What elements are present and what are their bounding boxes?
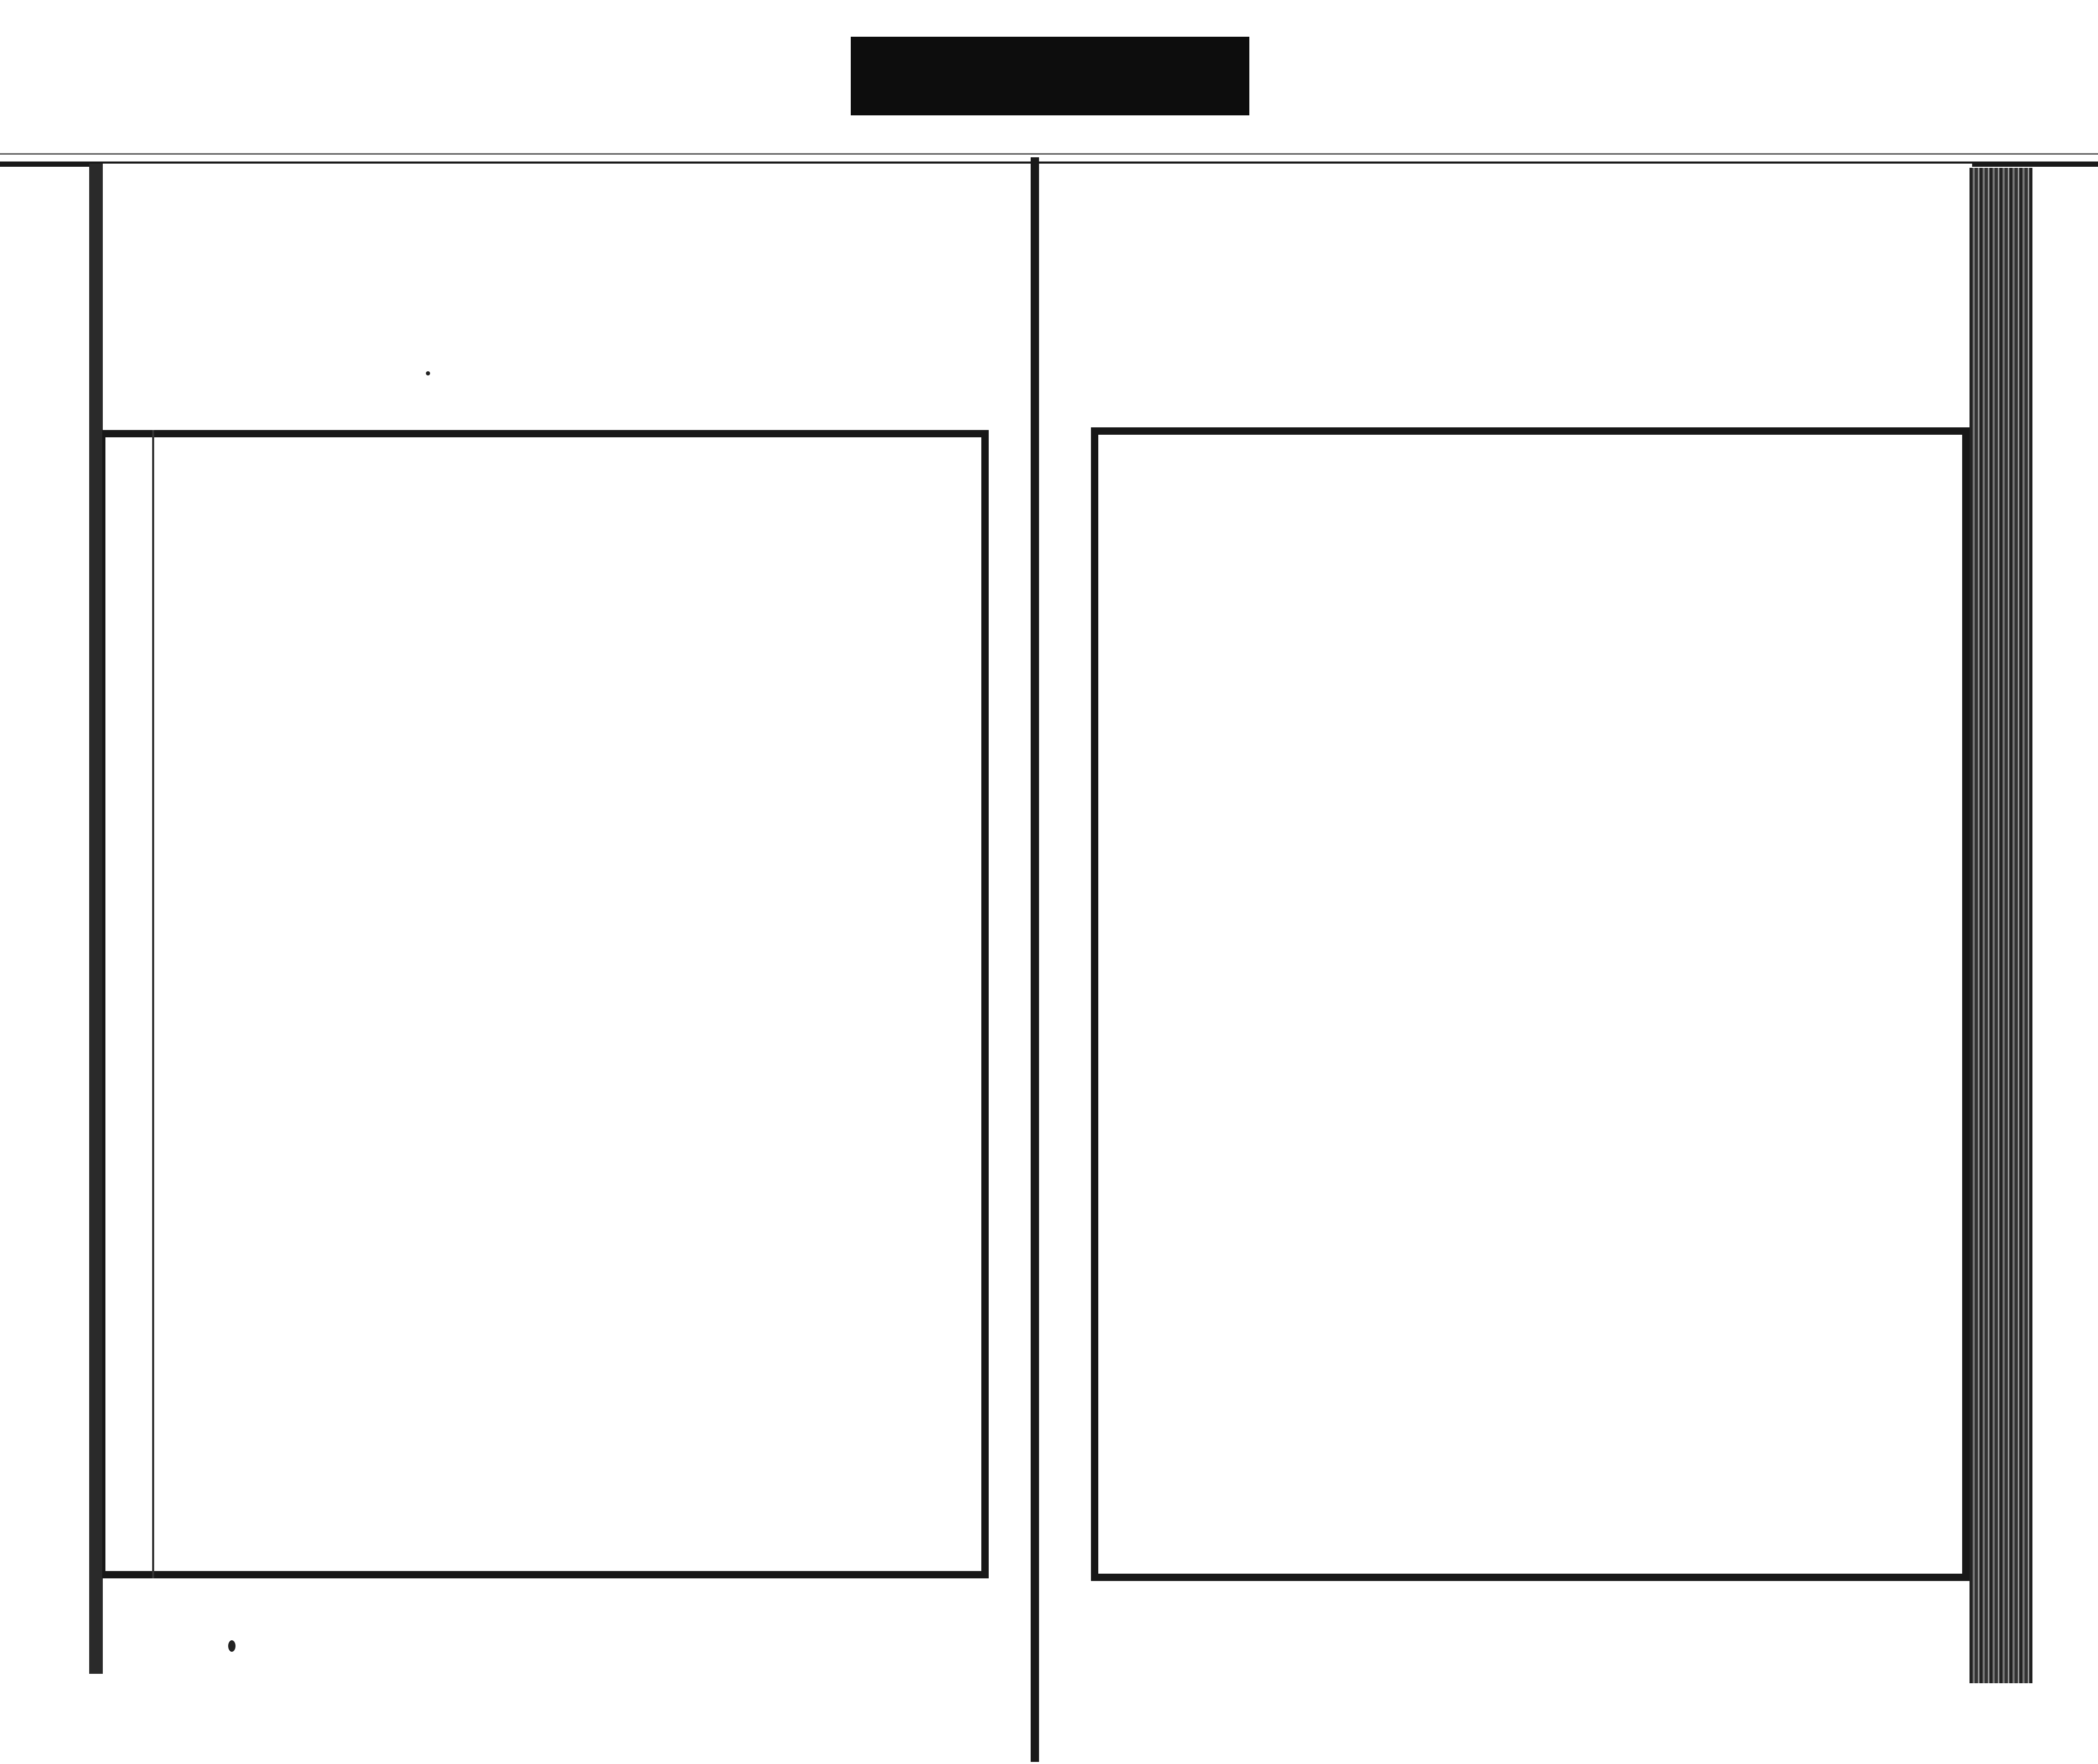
- book-gutter: [1031, 157, 1039, 1762]
- scan-top-edge-thin: [0, 153, 2098, 155]
- left-text-frame: [102, 430, 989, 1578]
- right-text-frame: [1091, 427, 1969, 1581]
- ink-speck: [426, 371, 430, 375]
- book-page-edges: [1969, 168, 2032, 1683]
- left-margin-rule: [152, 430, 154, 1578]
- ink-speck: [228, 1640, 236, 1652]
- frame-label: [851, 37, 1249, 115]
